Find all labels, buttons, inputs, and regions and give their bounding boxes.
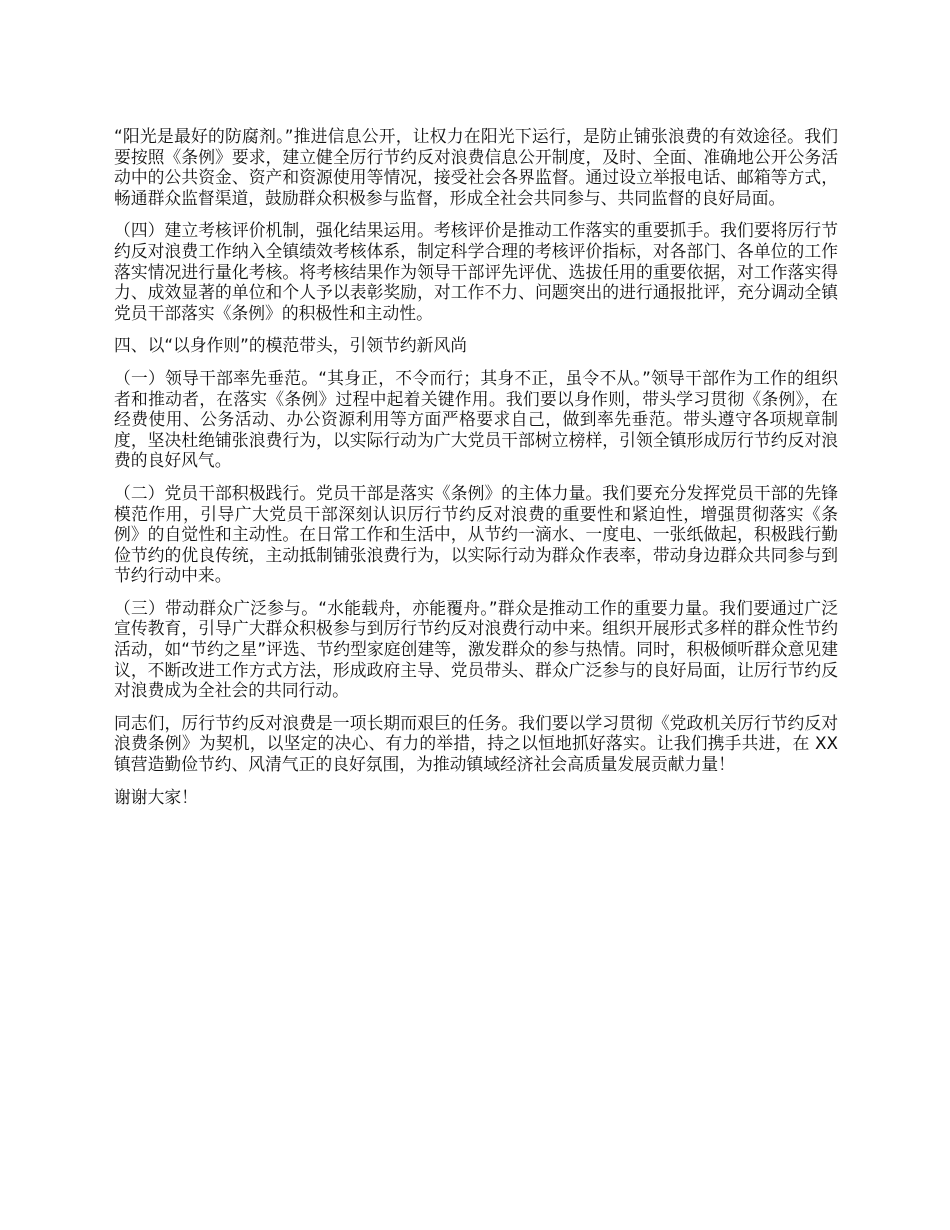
paragraph-assessment-mechanism: （四）建立考核评价机制，强化结果运用。考核评价是推动工作落实的重要抓手。我们要将厉行节约反对浪费工作纳入全镇绩效考核体系，制定科学合理的考核评价指标，对各部门、各单位的工作落实情况进行量化考核。将考核结果作为领导干部评先评优、选拔任用的重要依据，对工作落实得力、成效显著的单位和个人予以表彰奖励，对工作不力、问题突出的进行通报批评，充分调动全镇党员干部落实《条例》的积极性和主动性。 — [114, 220, 838, 323]
section-heading-exemplary-leadership: 四、以“以身作则”的模范带头，引领节约新风尚 — [114, 335, 468, 356]
paragraph-mass-participation: （三）带动群众广泛参与。“水能载舟，亦能覆舟。”群众是推动工作的重要力量。我们要通过广泛宣传教育，引导广大群众积极参与到厉行节约反对浪费行动中来。组织开展形式多样的群众性节约活动，如“节约之星”评选、节约型家庭创建等，激发群众的参与热情。同时，积极倾听群众意见建议，不断改进工作方式方法，形成政府主导、党员带头、群众广泛参与的良好局面，让厉行节约反对浪费成为全社会的共同行动。 — [114, 597, 838, 701]
paragraph-party-members-practice: （二）党员干部积极践行。党员干部是落实《条例》的主体力量。我们要充分发挥党员干部的先锋模范作用，引导广大党员干部深刻认识厉行节约反对浪费的重要性和紧迫性，增强贯彻落实《条例》的自觉性和主动性。在日常工作和生活中，从节约一滴水、一度电、一张纸做起，积极践行勤俭节约的优良传统，主动抵制铺张浪费行为，以实际行动为群众作表率，带动身边群众共同参与到节约行动中来。 — [114, 482, 838, 586]
paragraph-closing-remarks: 同志们，厉行节约反对浪费是一项长期而艰巨的任务。我们要以学习贯彻《党政机关厉行节约反对浪费条例》为契机，以坚定的决心、有力的举措，持之以恒地抓好落实。让我们携手共进，在 XX 镇营造勤俭节约、风清气正的良好氛围，为推动镇域经济社会高质量发展贡献力量！ — [114, 712, 838, 775]
paragraph-thanks: 谢谢大家！ — [114, 786, 198, 807]
paragraph-information-disclosure: “阳光是最好的防腐剂。”推进信息公开，让权力在阳光下运行，是防止铺张浪费的有效途径。我们要按照《条例》要求，建立健全厉行节约反对浪费信息公开制度，及时、全面、准确地公开公务活动中的公共资金、资产和资源使用等情况，接受社会各界监督。通过设立举报电话、邮箱等方式，畅通群众监督渠道，鼓励群众积极参与监督，形成全社会共同参与、共同监督的良好局面。 — [114, 126, 838, 208]
paragraph-leaders-set-example: （一）领导干部率先垂范。“其身正，不令而行；其身不正，虽令不从。”领导干部作为工作的组织者和推动者，在落实《条例》过程中起着关键作用。我们要以身作则，带头学习贯彻《条例》，在经费使用、公务活动、办公资源利用等方面严格要求自己，做到率先垂范。带头遵守各项规章制度，坚决杜绝铺张浪费行为，以实际行动为广大党员干部树立榜样，引领全镇形成厉行节约反对浪费的良好风气。 — [114, 367, 838, 471]
document-page — [114, 126, 838, 819]
